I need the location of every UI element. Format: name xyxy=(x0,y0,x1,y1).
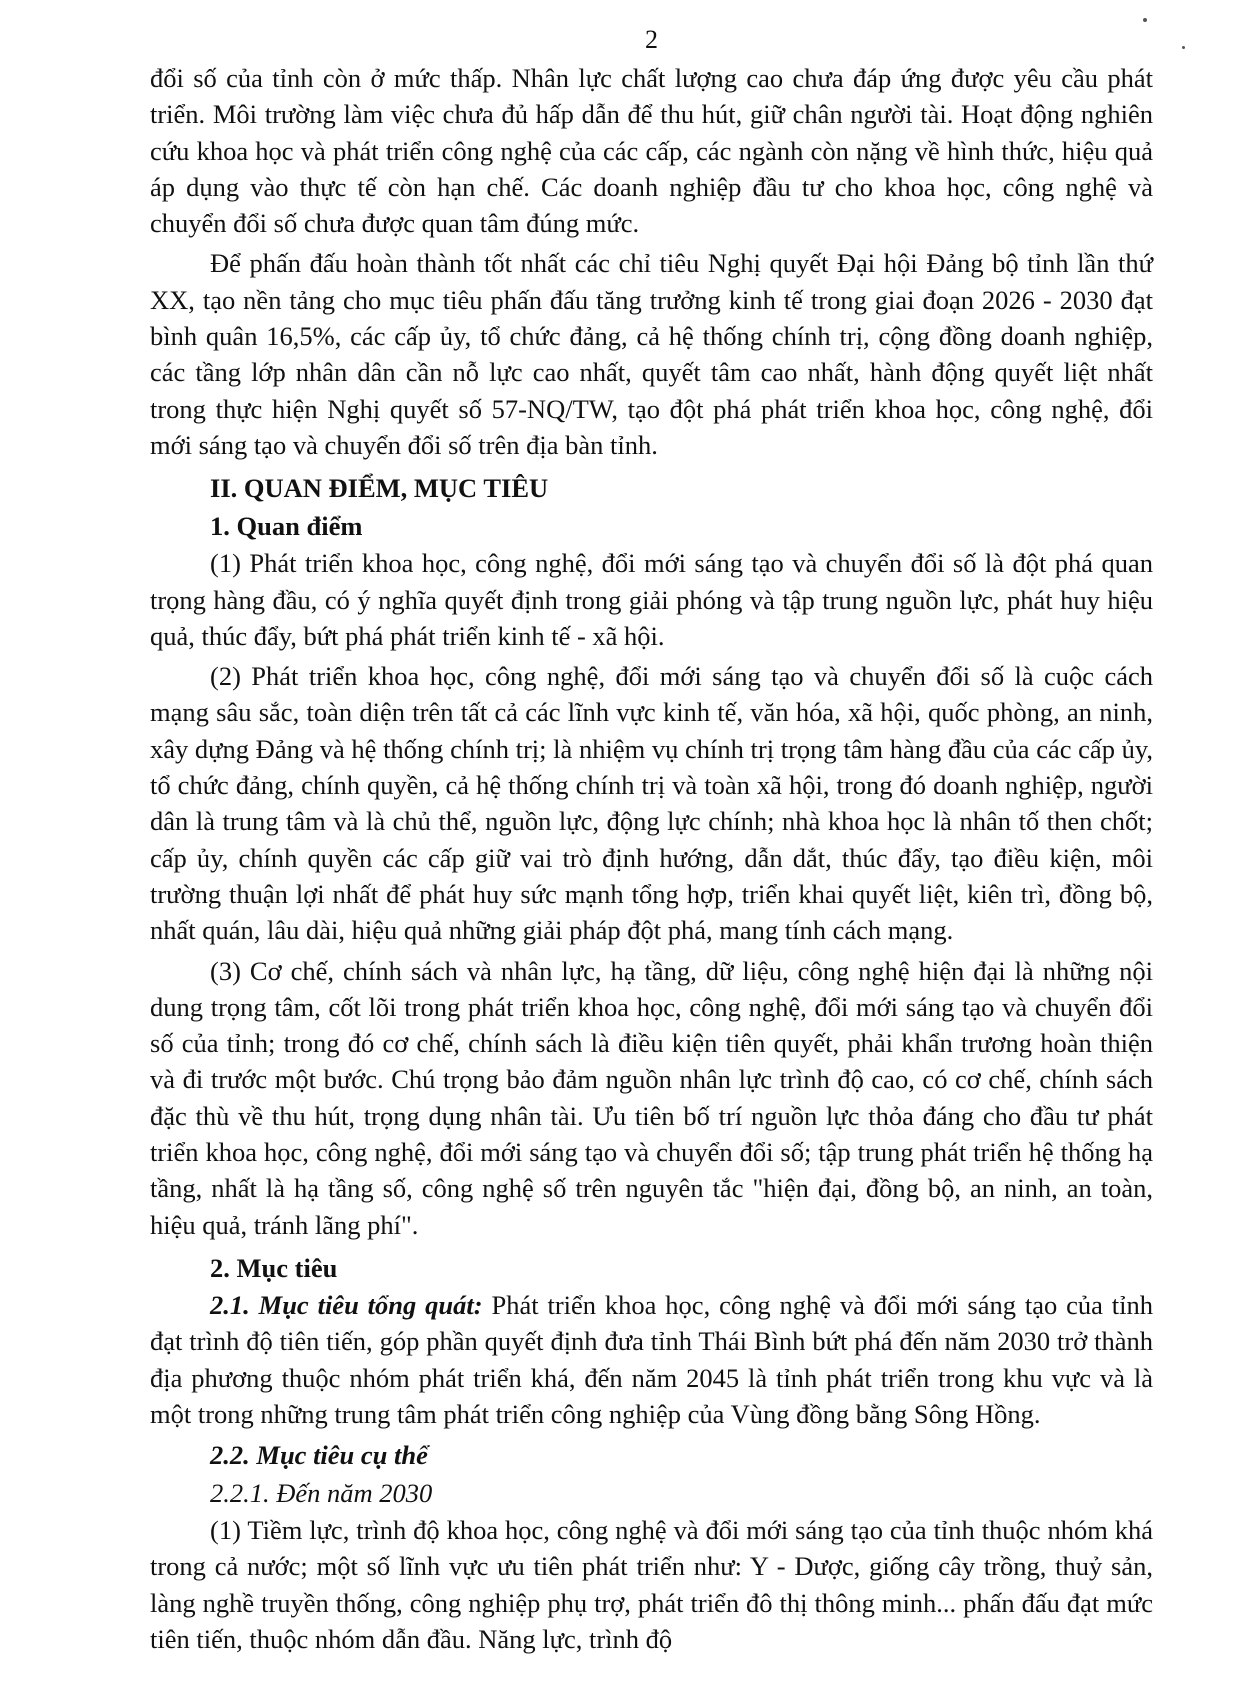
intro-paragraph-2: Để phấn đấu hoàn thành tốt nhất các chỉ tiêu Nghị quyết Đại hội Đảng bộ tỉnh lần thứ XX, tạo nền tảng cho mục tiêu phấn đấu tăng trưởng kinh tế trong giai đoạn 2026 - 2030 đạt bình quân 16,5%, các cấp ủy, tổ chức đảng, cả hệ thống chính trị, cộng đồng doanh nghiệp, các tầng lớp nhân dân cần nỗ lực cao nhất, quyết tâm cao nhất, hành động quyết liệt nhất trong thực hiện Nghị quyết số 57-NQ/TW, tạo đột phá phát triển khoa học, công nghệ, đổi mới sáng tạo và chuyển đổi số trên địa bàn tỉnh. xyxy=(150,248,1153,460)
scan-speck xyxy=(1182,46,1185,49)
by-2030-heading: 2.2.1. Đến năm 2030 xyxy=(210,1478,433,1509)
viewpoint-3: (3) Cơ chế, chính sách và nhân lực, hạ tầng, dữ liệu, công nghệ hiện đại là những nội dung trọng tâm, cốt lõi trong phát triển khoa học, công nghệ, đổi mới sáng tạo và chuyển đổi số của tỉnh; trong đó cơ chế, chính sách là điều kiện tiên quyết, phải khẩn trương hoàn thiện và đi trước một bước. Chú trọng bảo đảm nguồn nhân lực trình độ cao, có cơ chế, chính sách đặc thù về thu hút, trọng dụng nhân tài. Ưu tiên bố trí nguồn lực thỏa đáng cho đầu tư phát triển khoa học, công nghệ, đổi mới sáng tạo và chuyển đổi số; tập trung phát triển hệ thống hạ tầng, nhất là hạ tầng số, công nghệ số trên nguyên tắc "hiện đại, đồng bộ, an ninh, an toàn, hiệu quả, tránh lãng phí". xyxy=(150,955,1153,1240)
viewpoint-1: (1) Phát triển khoa học, công nghệ, đổi mới sáng tạo và chuyển đổi số là đột phá quan trọng hàng đầu, có ý nghĩa quyết định trong giải phóng và tập trung nguồn lực, phát huy hiệu quả, thúc đẩy, bứt phá phát triển kinh tế - xã hội. xyxy=(150,548,1153,651)
specific-goals-heading: 2.2. Mục tiêu cụ thể xyxy=(210,1440,428,1471)
scan-speck xyxy=(1143,18,1147,22)
subheading-goals: 2. Mục tiêu xyxy=(210,1252,338,1283)
by-2030-paragraph-1: (1) Tiềm lực, trình độ khoa học, công nghệ và đổi mới sáng tạo của tỉnh thuộc nhóm khá trong cả nước; một số lĩnh vực ưu tiên phát triển như: Y - Dược, giống cây trồng, thuỷ sản, làng nghề truyền thống, công nghiệp phụ trợ, phát triển đô thị thông minh... phấn đấu đạt mức tiên tiến, thuộc nhóm dẫn đầu. Năng lực, trình độ xyxy=(150,1515,1153,1654)
page-number: 2 xyxy=(645,25,658,54)
viewpoint-2: (2) Phát triển khoa học, công nghệ, đổi mới sáng tạo và chuyển đổi số là cuộc cách mạng sâu sắc, toàn diện trên tất cả các lĩnh vực kinh tế, văn hóa, xã hội, quốc phòng, an ninh, xây dựng Đảng và hệ thống chính trị; là nhiệm vụ chính trị trọng tâm hàng đầu của các cấp ủy, tổ chức đảng, chính quyền, cả hệ thống chính trị và toàn xã hội, trong đó doanh nghiệp, người dân là trung tâm và là chủ thể, nguồn lực, động lực chính; nhà khoa học là nhân tố then chốt; cấp ủy, chính quyền các cấp giữ vai trò định hướng, dẫn dắt, thúc đẩy, tạo điều kiện, môi trường thuận lợi nhất để phát huy sức mạnh tổng hợp, triển khai quyết liệt, kiên trì, đồng bộ, nhất quán, lâu dài, hiệu quả những giải pháp đột phá, mang tính cách mạng. xyxy=(150,661,1153,946)
general-goal-label: 2.1. Mục tiêu tổng quát: xyxy=(210,1289,483,1320)
general-goal-text: Phát triển khoa học, công nghệ và đổi mới sáng tạo của tỉnh đạt trình độ tiên tiến, góp phần quyết định đưa tỉnh Thái Bình bứt phá đến năm 2030 trở thành địa phương thuộc nhóm phát triển khá, đến năm 2045 là tỉnh phát triển trong khu vực và là một trong những trung tâm phát triển công nghiệp của Vùng đồng bằng Sông Hồng. xyxy=(150,1289,1153,1429)
section-heading-ii: II. QUAN ĐIỂM, MỤC TIÊU xyxy=(210,473,549,504)
subheading-viewpoints: 1. Quan điểm xyxy=(210,511,363,542)
general-goal-paragraph xyxy=(150,1287,1153,1432)
intro-paragraph-1: đổi số của tỉnh còn ở mức thấp. Nhân lực chất lượng cao chưa đáp ứng được yêu cầu phát triển. Môi trường làm việc chưa đủ hấp dẫn để thu hút, giữ chân người tài. Hoạt động nghiên cứu khoa học và phát triển công nghệ của các cấp, các ngành còn nặng về hình thức, hiệu quả áp dụng vào thực tế còn hạn chế. Các doanh nghiệp đầu tư cho khoa học, công nghệ và chuyển đổi số chưa được quan tâm đúng mức. xyxy=(150,63,1153,239)
